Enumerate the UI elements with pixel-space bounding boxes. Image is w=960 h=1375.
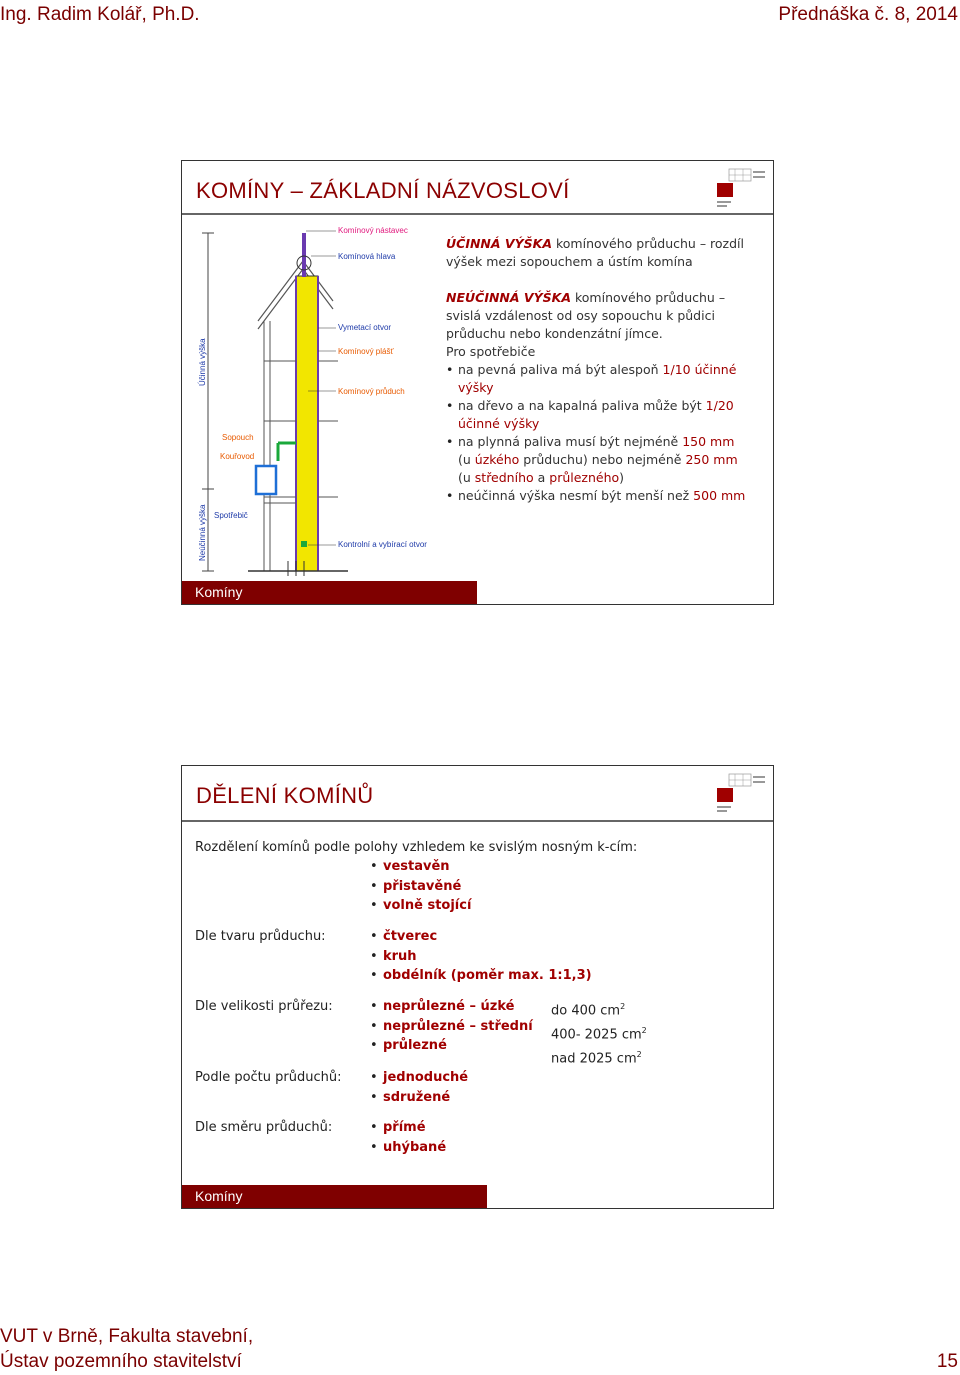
neucinna-definition: NEÚČINNÁ VÝŠKA komínového průduchu – svislá vzdálenost od osy sopouchu k půdici průduchu nebo kondenzátní jímce. [446,290,726,341]
list-item: • jednoduché [370,1068,468,1088]
row2-list [370,927,592,986]
label-sopouch: Sopouch [222,433,254,442]
label-kontrolni: Kontrolní a vybírací otvor [338,540,427,549]
fast-logo-icon [715,772,767,814]
title-rule [182,820,773,822]
pro-spotrebice: Pro spotřebiče [446,344,536,359]
size-value: nad 2025 $cm^2$ [551,1049,642,1066]
list-item: • přistavěné [370,877,471,897]
slide-footer: Komíny [182,581,477,604]
list-item: • neprůlezné – úzké [370,997,533,1017]
row2-label: Dle tvaru průduchu: [195,929,326,944]
header-author: Ing. Radim Kolář, Ph.D. [0,4,200,25]
slide-title: KOMÍNY – ZÁKLADNÍ NÁZVOSLOVÍ [196,178,570,203]
row1-list [370,857,471,916]
slide-deleni-kominu [181,765,774,1209]
row4-list [370,1068,468,1107]
row5-list [370,1118,446,1157]
bullet-plynna: • na plynná paliva musí být nejméně 150 mm (u úzkého průduchu) nebo nejméně 250 mm (u středního a průlezného) [446,433,746,487]
list-item: • neprůlezné – střední [370,1017,533,1037]
list-item: • sdružené [370,1088,468,1108]
list-item: • uhýbané [370,1138,446,1158]
slide-footer: Komíny [182,1185,487,1208]
row3-values [551,997,647,1068]
label-nastavec: Komínový nástavec [338,226,408,235]
label-kourovod: Kouřovod [220,452,255,461]
page-number: 15 [936,1351,958,1372]
list-item: • kruh [370,947,592,967]
size-value: do 400 $cm^2$ [551,1002,626,1019]
list-item: • volně stojící [370,896,471,916]
label-vymetaci: Vymetací otvor [338,323,392,332]
definitions-text [446,235,746,505]
row3-list [370,997,533,1056]
label-neucinna-vyska: Neúčinná výška [198,504,207,561]
row3-label: Dle velikosti průřezu: [195,999,333,1014]
ucinna-definition: ÚČINNÁ VÝŠKA komínového průduchu – rozdíl výšek mezi sopouchem a ústím komína [446,236,745,269]
footer-department: Ústav pozemního stavitelství [0,1351,242,1372]
label-ucinna-vyska: Účinná výška [198,338,207,386]
title-rule [182,213,773,215]
bullet-neucinna: • neúčinná výška nesmí být menší než 500 mm [446,487,746,505]
list-item: • průlezné [370,1036,533,1056]
row4-label: Podle počtu průduchů: [195,1070,342,1085]
row5-label: Dle směru průduchů: [195,1120,333,1135]
list-item: • čtverec [370,927,592,947]
label-spotrebic: Spotřebič [214,511,248,520]
slide-title: DĚLENÍ KOMÍNŮ [196,783,374,808]
chimney-diagram [188,221,438,581]
fast-logo-icon [715,167,767,209]
slide-zakladni-nazvoslovi [181,160,774,605]
label-pruduch: Komínový průduch [338,387,405,396]
list-item: • obdélník (poměr max. 1:1,3) [370,966,592,986]
footer-institution: VUT v Brně, Fakulta stavební, [0,1326,254,1347]
label-hlava: Komínová hlava [338,252,396,261]
bullet-pevna: • na pevná paliva má být alespoň 1/10 účinné výšky [446,361,746,397]
label-plast: Komínový plášť [338,347,394,356]
list-item: • přímé [370,1118,446,1138]
bullet-drevo: • na dřevo a na kapalná paliva může být 1/20 účinné výšky [446,397,746,433]
header-lecture: Přednáška č. 8, 2014 [778,4,958,25]
size-value: 400- 2025 $cm^2$ [551,1025,647,1043]
row1-label: Rozdělení komínů podle polohy vzhledem ke svislým nosným k-cím: [195,840,638,855]
list-item: • vestavěn [370,857,471,877]
